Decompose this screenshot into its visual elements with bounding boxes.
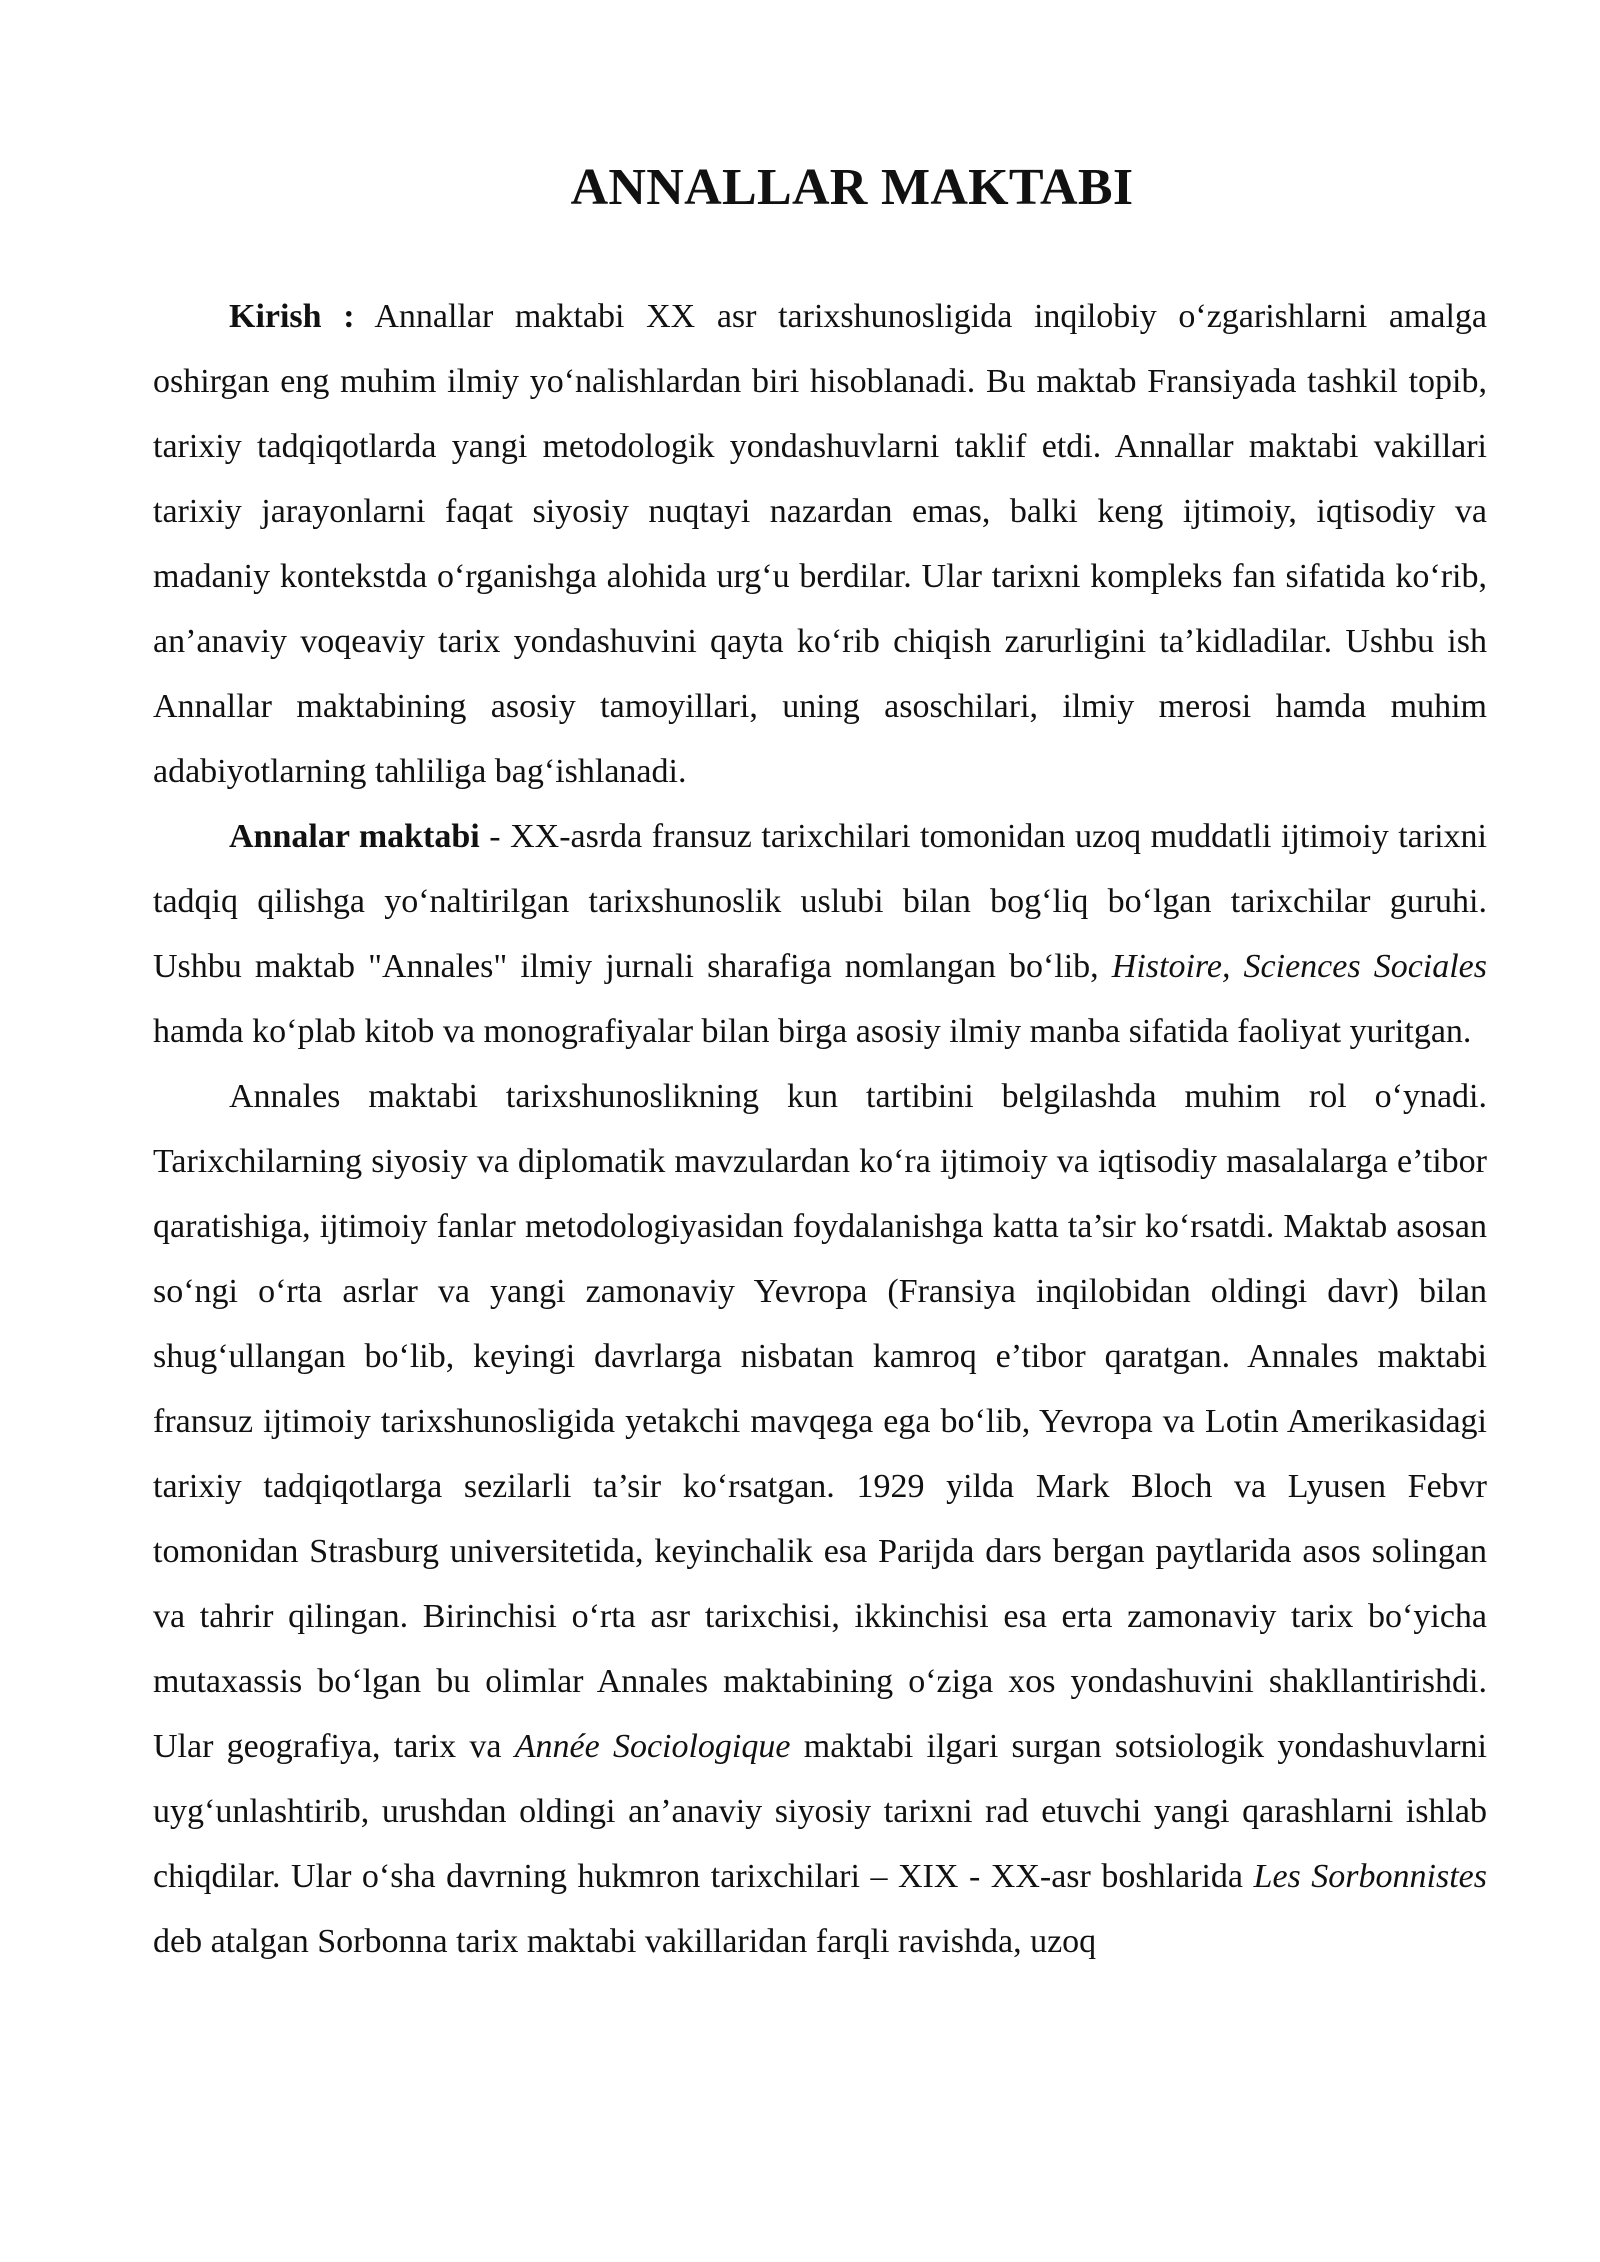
document-title: ANNALLAR MAKTABI [570, 159, 1134, 216]
paragraph-text: Annales maktabi tarixshunoslikning kun tartibini belgilashda muhim rol o‘ynadi. Tarixchilarning siyosiy va diplomatik mavzulardan ko‘ra ijtimoiy va iqtisodiy masalalarga e’tibor qaratishiga, ijtimoiy fanlar metodologiyasidan foydalanishga katta ta’sir ko‘rsatdi. Maktab asosan so‘ngi o‘rta asrlar va yangi zamonaviy Yevropa (Fransiya inqilobidan oldingi davr) bilan shug‘ullangan bo‘lib, keyingi davrlarga nisbatan kamroq e’tibor qaratgan. Annales maktabi fransuz ijtimoiy tarixshunosligida yetakchi mavqega ega bo‘lib, Yevropa va Lotin Amerikasidagi tarixiy tadqiqotlarga sezilarli ta’sir ko‘rsatgan. 1929 yilda Mark Bloch va Lyusen Febvr tomonidan Strasburg universitetida, keyinchalik esa Parijda dars bergan paytlarida asos solingan va tahrir qilingan. Birinchisi o‘rta asr tarixchisi, ikkinchisi esa erta zamonaviy tarix bo‘yicha mutaxassis bo‘lgan bu olimlar Annales maktabining o‘ziga xos yondashuvini shakllantirishdi. Ular geografiya, tarix va [153, 1078, 1487, 1765]
paragraph-text: - XX-asrda fransuz tarixchilari tomonidan uzoq muddatli ijtimoiy tarixni tadqiq qilishga yo‘naltirilgan tarixshunoslik uslubi bilan bog‘liq bo‘lgan tarixchilar guruhi. Ushbu maktab "Annales" ilmiy jurnali sharafiga nomlangan bo‘lib, [153, 818, 1487, 985]
paragraph-italic-text: Histoire, Sciences Sociales [1111, 948, 1487, 985]
paragraph-text: hamda ko‘plab kitob va monografiyalar bilan birga asosiy ilmiy manba sifatida faoliyat yuritgan. [153, 1013, 1472, 1050]
paragraph-text: maktabi ilgari surgan sotsiologik yondashuvlarni uyg‘unlashtirib, urushdan oldingi an’anaviy siyosiy tarixni rad etuvchi yangi qarashlarni ishlab chiqdilar. Ular o‘sha davrning hukmron tarixchilari – XIX - XX-asr boshlarida [153, 1728, 1487, 1895]
paragraph-history [153, 1064, 1487, 1974]
paragraph-italic-text: Les Sorbonnistes [1253, 1858, 1487, 1895]
paragraph-text: deb atalgan Sorbonna tarix maktabi vakillaridan farqli ravishda, uzoq [153, 1923, 1097, 1960]
paragraph-italic-text: Année Sociologique [514, 1728, 791, 1765]
paragraph-lead: Kirish : [229, 298, 355, 335]
document-page [153, 150, 1487, 1974]
paragraph-introduction [153, 284, 1487, 804]
paragraph-lead: Annalar maktabi [229, 818, 480, 855]
paragraph-definition [153, 804, 1487, 1064]
paragraph-text: Annallar maktabi XX asr tarixshunosligida inqilobiy o‘zgarishlarni amalga oshirgan eng muhim ilmiy yo‘nalishlardan biri hisoblanadi. Bu maktab Fransiyada tashkil topib, tarixiy tadqiqotlarda yangi metodologik yondashuvlarni taklif etdi. Annallar maktabi vakillari tarixiy jarayonlarni faqat siyosiy nuqtayi nazardan emas, balki keng ijtimoiy, iqtisodiy va madaniy kontekstda o‘rganishga alohida urg‘u berdilar. Ular tarixni kompleks fan sifatida ko‘rib, an’anaviy voqeaviy tarix yondashuvini qayta ko‘rib chiqish zarurligini ta’kidladilar. Ushbu ish Annallar maktabining asosiy tamoyillari, uning asoschilari, ilmiy merosi hamda muhim adabiyotlarning tahliliga bag‘ishlanadi. [153, 298, 1487, 790]
